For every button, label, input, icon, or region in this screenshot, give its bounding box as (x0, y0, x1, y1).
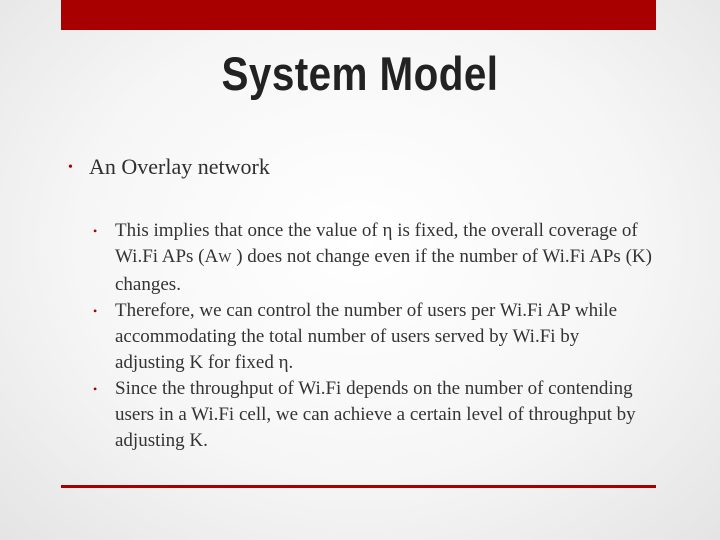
bottom-accent-rule (61, 485, 656, 488)
subscript-text: W (218, 251, 232, 266)
sub-bullet-item (93, 376, 653, 454)
top-accent-bar (61, 0, 656, 30)
sub-bullet-text: This implies that once the value of η is fixed, the overall coverage of Wi.Fi APs (A (115, 220, 638, 267)
sub-bullet-text: Since the throughput of Wi.Fi depends on the number of contending users in a Wi.Fi cell, we can achieve a certain level of throughput by adjusting K. (115, 378, 636, 451)
sub-bullet-text: Therefore, we can control the number of users per Wi.Fi AP while accommodating the total number of users served by Wi.Fi by adjusting K for fixed η. (115, 300, 618, 373)
sub-bullet-list (93, 218, 653, 454)
bullet-marker: • (93, 304, 98, 318)
sub-bullet-item (93, 218, 653, 298)
bullet-marker: • (93, 382, 98, 396)
sub-bullet-text-cont: ) does not change even if the number of Wi.Fi APs (K) changes. (115, 246, 652, 295)
bullet-item (68, 154, 270, 180)
slide-title: System Model (221, 47, 499, 100)
sub-bullet-item (93, 298, 653, 376)
bullet-text: An Overlay network (89, 154, 270, 179)
bullet-marker: • (68, 160, 73, 175)
bullet-marker: • (93, 224, 98, 238)
